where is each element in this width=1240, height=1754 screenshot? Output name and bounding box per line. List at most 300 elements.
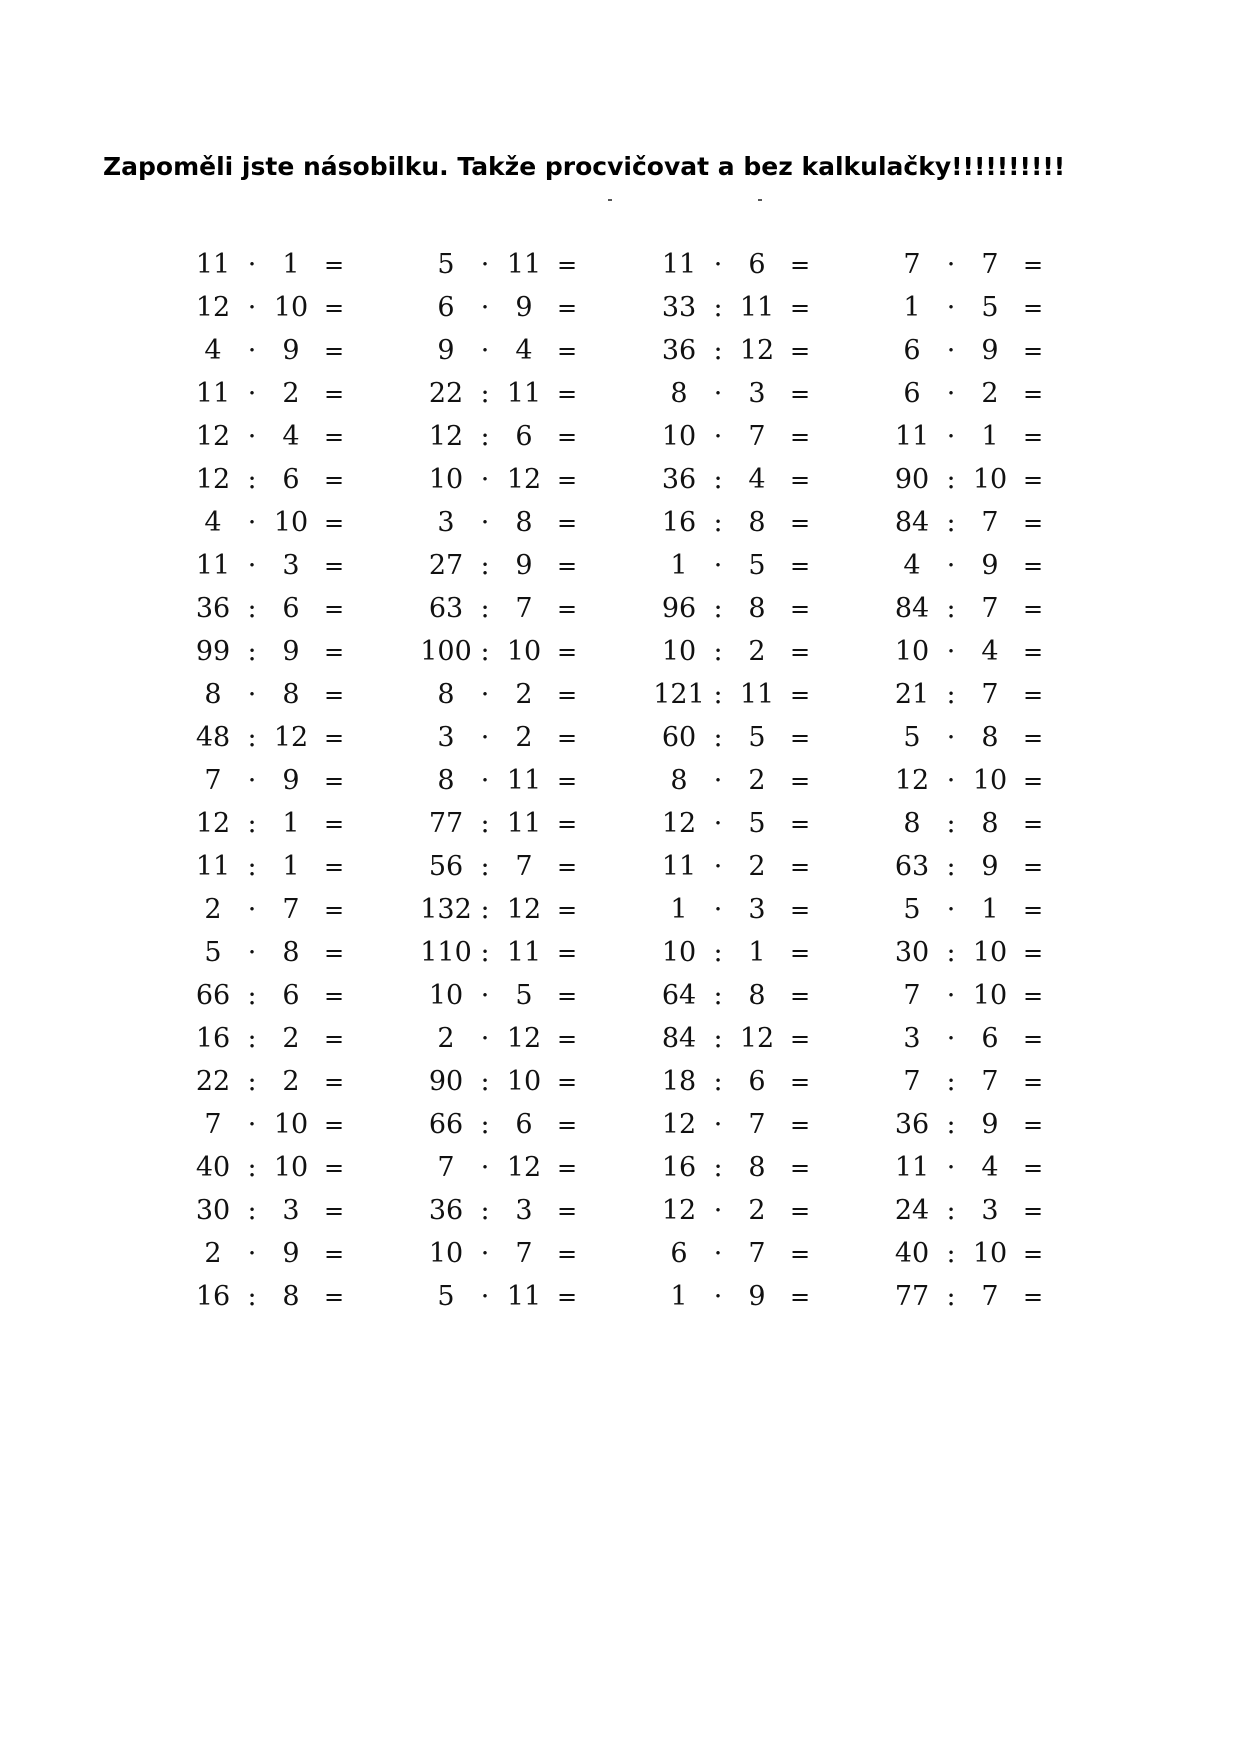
second-operand: 10 xyxy=(273,1109,309,1140)
exercise-row xyxy=(180,1062,350,1105)
exercise-row xyxy=(413,1105,583,1148)
second-operand: 10 xyxy=(972,765,1008,796)
first-operand: 63 xyxy=(428,593,464,624)
first-operand: 4 xyxy=(204,335,222,366)
second-operand: 7 xyxy=(981,507,999,538)
first-operand: 11 xyxy=(894,1152,930,1183)
exercise-row xyxy=(879,245,1049,288)
exercise-row xyxy=(180,1019,350,1062)
exercise-row xyxy=(413,847,583,890)
second-operand: 11 xyxy=(506,808,542,839)
exercise-row xyxy=(646,933,816,976)
operator: : xyxy=(946,1238,956,1269)
operator: : xyxy=(946,1109,956,1140)
exercise-row xyxy=(180,1105,350,1148)
second-operand: 9 xyxy=(981,335,999,366)
exercise-row xyxy=(180,503,350,546)
first-operand: 10 xyxy=(661,421,697,452)
second-operand: 6 xyxy=(282,464,300,495)
first-operand: 9 xyxy=(437,335,455,366)
first-operand: 16 xyxy=(195,1281,231,1312)
first-operand: 12 xyxy=(195,292,231,323)
first-operand: 11 xyxy=(661,249,697,280)
second-operand: 2 xyxy=(981,378,999,409)
first-operand: 5 xyxy=(903,722,921,753)
operator: · xyxy=(480,1152,490,1183)
first-operand: 21 xyxy=(894,679,930,710)
operator: · xyxy=(480,1023,490,1054)
exercise-row xyxy=(413,1148,583,1191)
second-operand: 7 xyxy=(748,421,766,452)
second-operand: 7 xyxy=(515,1238,533,1269)
second-operand: 10 xyxy=(273,1152,309,1183)
equals-sign: = xyxy=(789,810,811,838)
equals-sign: = xyxy=(1022,1283,1044,1311)
operator: · xyxy=(247,937,257,968)
operator: · xyxy=(480,464,490,495)
exercise-row xyxy=(646,976,816,1019)
exercise-row xyxy=(646,374,816,417)
first-operand: 12 xyxy=(195,464,231,495)
exercise-row xyxy=(180,331,350,374)
equals-sign: = xyxy=(323,1154,345,1182)
first-operand: 1 xyxy=(670,1281,688,1312)
second-operand: 9 xyxy=(282,765,300,796)
equals-sign: = xyxy=(556,853,578,881)
operator: : xyxy=(480,894,490,925)
operator: · xyxy=(247,378,257,409)
exercise-row xyxy=(413,503,583,546)
equals-sign: = xyxy=(1022,1197,1044,1225)
exercise-row xyxy=(413,933,583,976)
exercise-row xyxy=(879,589,1049,632)
first-operand: 11 xyxy=(195,249,231,280)
exercise-row xyxy=(413,761,583,804)
exercise-row xyxy=(879,417,1049,460)
page-title: Zapoměli jste násobilku. Takže procvičovat a bez kalkulačky!!!!!!!!!! xyxy=(103,152,1066,181)
equals-sign: = xyxy=(1022,294,1044,322)
exercise-column-1 xyxy=(180,245,350,1320)
equals-sign: = xyxy=(1022,380,1044,408)
exercise-row xyxy=(413,632,583,675)
equals-sign: = xyxy=(789,466,811,494)
first-operand: 8 xyxy=(204,679,222,710)
exercise-row xyxy=(879,933,1049,976)
first-operand: 30 xyxy=(195,1195,231,1226)
operator: : xyxy=(247,464,257,495)
equals-sign: = xyxy=(323,767,345,795)
equals-sign: = xyxy=(323,681,345,709)
equals-sign: = xyxy=(1022,1240,1044,1268)
equals-sign: = xyxy=(1022,896,1044,924)
exercise-row xyxy=(879,503,1049,546)
exercise-row xyxy=(879,632,1049,675)
equals-sign: = xyxy=(789,552,811,580)
exercise-row xyxy=(180,718,350,761)
first-operand: 7 xyxy=(204,1109,222,1140)
equals-sign: = xyxy=(323,595,345,623)
first-operand: 8 xyxy=(903,808,921,839)
exercise-row xyxy=(180,417,350,460)
first-operand: 60 xyxy=(661,722,697,753)
equals-sign: = xyxy=(789,595,811,623)
first-operand: 77 xyxy=(894,1281,930,1312)
second-operand: 11 xyxy=(506,1281,542,1312)
equals-sign: = xyxy=(789,638,811,666)
second-operand: 7 xyxy=(515,593,533,624)
exercise-row xyxy=(879,546,1049,589)
exercise-row xyxy=(646,503,816,546)
equals-sign: = xyxy=(556,939,578,967)
exercise-row xyxy=(879,374,1049,417)
first-operand: 48 xyxy=(195,722,231,753)
exercise-row xyxy=(646,632,816,675)
exercise-row xyxy=(413,1277,583,1320)
first-operand: 8 xyxy=(437,679,455,710)
operator: · xyxy=(713,421,723,452)
exercise-row xyxy=(646,847,816,890)
second-operand: 12 xyxy=(506,1152,542,1183)
exercise-row xyxy=(646,675,816,718)
operator: : xyxy=(713,722,723,753)
second-operand: 9 xyxy=(515,550,533,581)
second-operand: 1 xyxy=(981,894,999,925)
exercise-row xyxy=(180,933,350,976)
first-operand: 24 xyxy=(894,1195,930,1226)
exercise-row xyxy=(646,546,816,589)
second-operand: 2 xyxy=(515,722,533,753)
first-operand: 8 xyxy=(437,765,455,796)
equals-sign: = xyxy=(1022,681,1044,709)
operator: : xyxy=(713,464,723,495)
first-operand: 16 xyxy=(661,507,697,538)
operator: : xyxy=(713,593,723,624)
first-operand: 10 xyxy=(428,464,464,495)
first-operand: 121 xyxy=(653,679,705,710)
first-operand: 66 xyxy=(195,980,231,1011)
operator: : xyxy=(713,636,723,667)
equals-sign: = xyxy=(323,1111,345,1139)
first-operand: 8 xyxy=(670,378,688,409)
second-operand: 2 xyxy=(748,765,766,796)
first-operand: 90 xyxy=(428,1066,464,1097)
second-operand: 3 xyxy=(515,1195,533,1226)
equals-sign: = xyxy=(556,337,578,365)
first-operand: 110 xyxy=(420,937,472,968)
first-operand: 11 xyxy=(894,421,930,452)
first-operand: 12 xyxy=(661,1109,697,1140)
second-operand: 6 xyxy=(748,249,766,280)
operator: : xyxy=(247,593,257,624)
equals-sign: = xyxy=(1022,1111,1044,1139)
exercise-column-3 xyxy=(646,245,816,1320)
equals-sign: = xyxy=(323,552,345,580)
exercise-row xyxy=(879,460,1049,503)
equals-sign: = xyxy=(1022,1025,1044,1053)
exercise-row xyxy=(646,1019,816,1062)
equals-sign: = xyxy=(789,1111,811,1139)
equals-sign: = xyxy=(789,982,811,1010)
first-operand: 84 xyxy=(894,507,930,538)
operator: : xyxy=(480,421,490,452)
equals-sign: = xyxy=(323,896,345,924)
first-operand: 40 xyxy=(195,1152,231,1183)
operator: · xyxy=(946,980,956,1011)
second-operand: 7 xyxy=(748,1109,766,1140)
exercise-row xyxy=(646,288,816,331)
operator: · xyxy=(946,722,956,753)
operator: : xyxy=(247,636,257,667)
exercise-row xyxy=(180,288,350,331)
second-operand: 6 xyxy=(282,980,300,1011)
second-operand: 1 xyxy=(282,249,300,280)
exercise-row xyxy=(413,460,583,503)
operator: · xyxy=(480,507,490,538)
equals-sign: = xyxy=(556,1154,578,1182)
first-operand: 6 xyxy=(903,378,921,409)
equals-sign: = xyxy=(1022,337,1044,365)
first-operand: 10 xyxy=(428,980,464,1011)
first-operand: 11 xyxy=(195,851,231,882)
first-operand: 36 xyxy=(428,1195,464,1226)
exercise-row xyxy=(879,1105,1049,1148)
equals-sign: = xyxy=(323,982,345,1010)
equals-sign: = xyxy=(789,1154,811,1182)
exercise-row xyxy=(413,589,583,632)
operator: · xyxy=(713,550,723,581)
equals-sign: = xyxy=(1022,853,1044,881)
exercise-row xyxy=(879,1234,1049,1277)
operator: : xyxy=(946,808,956,839)
first-operand: 16 xyxy=(661,1152,697,1183)
second-operand: 7 xyxy=(981,593,999,624)
equals-sign: = xyxy=(323,380,345,408)
operator: : xyxy=(247,808,257,839)
equals-sign: = xyxy=(323,853,345,881)
operator: · xyxy=(713,1109,723,1140)
equals-sign: = xyxy=(789,1025,811,1053)
second-operand: 12 xyxy=(739,1023,775,1054)
operator: · xyxy=(946,636,956,667)
exercise-row xyxy=(180,761,350,804)
operator: : xyxy=(247,851,257,882)
operator: · xyxy=(247,335,257,366)
exercise-row xyxy=(413,546,583,589)
first-operand: 10 xyxy=(894,636,930,667)
first-operand: 18 xyxy=(661,1066,697,1097)
operator: : xyxy=(713,1023,723,1054)
exercise-row xyxy=(646,890,816,933)
exercise-row xyxy=(879,804,1049,847)
operator: : xyxy=(713,1152,723,1183)
second-operand: 9 xyxy=(515,292,533,323)
equals-sign: = xyxy=(789,509,811,537)
equals-sign: = xyxy=(1022,509,1044,537)
first-operand: 27 xyxy=(428,550,464,581)
equals-sign: = xyxy=(1022,251,1044,279)
exercise-row xyxy=(646,331,816,374)
equals-sign: = xyxy=(556,251,578,279)
operator: · xyxy=(480,765,490,796)
second-operand: 10 xyxy=(972,1238,1008,1269)
second-operand: 6 xyxy=(282,593,300,624)
exercise-row xyxy=(180,460,350,503)
second-operand: 2 xyxy=(515,679,533,710)
operator: · xyxy=(713,1195,723,1226)
equals-sign: = xyxy=(323,337,345,365)
first-operand: 3 xyxy=(437,507,455,538)
second-operand: 9 xyxy=(748,1281,766,1312)
exercise-row xyxy=(413,331,583,374)
equals-sign: = xyxy=(789,423,811,451)
second-operand: 2 xyxy=(282,1023,300,1054)
operator: : xyxy=(480,636,490,667)
operator: · xyxy=(247,765,257,796)
equals-sign: = xyxy=(323,1197,345,1225)
first-operand: 33 xyxy=(661,292,697,323)
exercise-row xyxy=(646,460,816,503)
equals-sign: = xyxy=(556,294,578,322)
operator: · xyxy=(946,292,956,323)
second-operand: 12 xyxy=(506,464,542,495)
exercise-row xyxy=(879,675,1049,718)
operator: · xyxy=(247,507,257,538)
second-operand: 2 xyxy=(748,1195,766,1226)
exercise-row xyxy=(180,1148,350,1191)
second-operand: 1 xyxy=(981,421,999,452)
operator: · xyxy=(713,378,723,409)
operator: · xyxy=(480,1238,490,1269)
first-operand: 56 xyxy=(428,851,464,882)
operator: · xyxy=(713,851,723,882)
equals-sign: = xyxy=(323,810,345,838)
exercise-row xyxy=(646,245,816,288)
operator: : xyxy=(480,378,490,409)
operator: : xyxy=(247,1195,257,1226)
second-operand: 6 xyxy=(981,1023,999,1054)
operator: : xyxy=(713,937,723,968)
exercise-row xyxy=(413,417,583,460)
first-operand: 7 xyxy=(204,765,222,796)
equals-sign: = xyxy=(1022,724,1044,752)
exercise-row xyxy=(646,1191,816,1234)
operator: : xyxy=(946,679,956,710)
operator: : xyxy=(713,507,723,538)
operator: : xyxy=(480,1066,490,1097)
operator: : xyxy=(713,335,723,366)
operator: · xyxy=(480,1281,490,1312)
second-operand: 5 xyxy=(748,722,766,753)
operator: : xyxy=(247,1023,257,1054)
first-operand: 11 xyxy=(195,550,231,581)
second-operand: 8 xyxy=(748,593,766,624)
first-operand: 4 xyxy=(903,550,921,581)
equals-sign: = xyxy=(323,1025,345,1053)
first-operand: 8 xyxy=(670,765,688,796)
operator: · xyxy=(946,421,956,452)
operator: : xyxy=(247,980,257,1011)
second-operand: 4 xyxy=(515,335,533,366)
exercise-row xyxy=(180,632,350,675)
first-operand: 10 xyxy=(661,937,697,968)
second-operand: 12 xyxy=(273,722,309,753)
first-operand: 22 xyxy=(195,1066,231,1097)
first-operand: 6 xyxy=(903,335,921,366)
equals-sign: = xyxy=(789,1197,811,1225)
exercise-row xyxy=(879,976,1049,1019)
equals-sign: = xyxy=(1022,595,1044,623)
second-operand: 1 xyxy=(282,808,300,839)
second-operand: 3 xyxy=(282,1195,300,1226)
operator: : xyxy=(247,1066,257,1097)
second-operand: 8 xyxy=(282,937,300,968)
first-operand: 10 xyxy=(428,1238,464,1269)
equals-sign: = xyxy=(323,1068,345,1096)
operator: : xyxy=(946,1195,956,1226)
equals-sign: = xyxy=(323,251,345,279)
operator: : xyxy=(713,292,723,323)
second-operand: 8 xyxy=(748,507,766,538)
operator: : xyxy=(247,1152,257,1183)
exercise-row xyxy=(879,847,1049,890)
exercise-row xyxy=(646,1105,816,1148)
operator: : xyxy=(480,851,490,882)
exercise-row xyxy=(879,1019,1049,1062)
exercise-row xyxy=(413,890,583,933)
equals-sign: = xyxy=(323,1240,345,1268)
second-operand: 2 xyxy=(748,636,766,667)
exercise-row xyxy=(413,1191,583,1234)
exercise-row xyxy=(413,718,583,761)
exercise-row xyxy=(879,288,1049,331)
first-operand: 100 xyxy=(420,636,472,667)
exercise-row xyxy=(413,1234,583,1277)
first-operand: 40 xyxy=(894,1238,930,1269)
equals-sign: = xyxy=(789,724,811,752)
first-operand: 3 xyxy=(903,1023,921,1054)
operator: · xyxy=(713,249,723,280)
equals-sign: = xyxy=(789,251,811,279)
equals-sign: = xyxy=(323,1283,345,1311)
operator: · xyxy=(946,378,956,409)
equals-sign: = xyxy=(1022,466,1044,494)
second-operand: 9 xyxy=(981,550,999,581)
second-operand: 7 xyxy=(282,894,300,925)
equals-sign: = xyxy=(789,294,811,322)
operator: · xyxy=(946,1152,956,1183)
second-operand: 7 xyxy=(981,679,999,710)
exercise-row xyxy=(413,1062,583,1105)
equals-sign: = xyxy=(789,681,811,709)
exercise-row xyxy=(413,976,583,1019)
first-operand: 12 xyxy=(661,808,697,839)
equals-sign: = xyxy=(789,1240,811,1268)
operator: · xyxy=(713,1281,723,1312)
first-operand: 30 xyxy=(894,937,930,968)
equals-sign: = xyxy=(556,595,578,623)
equals-sign: = xyxy=(556,681,578,709)
first-operand: 2 xyxy=(204,1238,222,1269)
exercise-row xyxy=(180,1234,350,1277)
first-operand: 12 xyxy=(428,421,464,452)
exercise-row xyxy=(879,761,1049,804)
operator: · xyxy=(247,1238,257,1269)
equals-sign: = xyxy=(556,1197,578,1225)
operator: : xyxy=(946,851,956,882)
equals-sign: = xyxy=(323,466,345,494)
second-operand: 5 xyxy=(981,292,999,323)
equals-sign: = xyxy=(789,337,811,365)
